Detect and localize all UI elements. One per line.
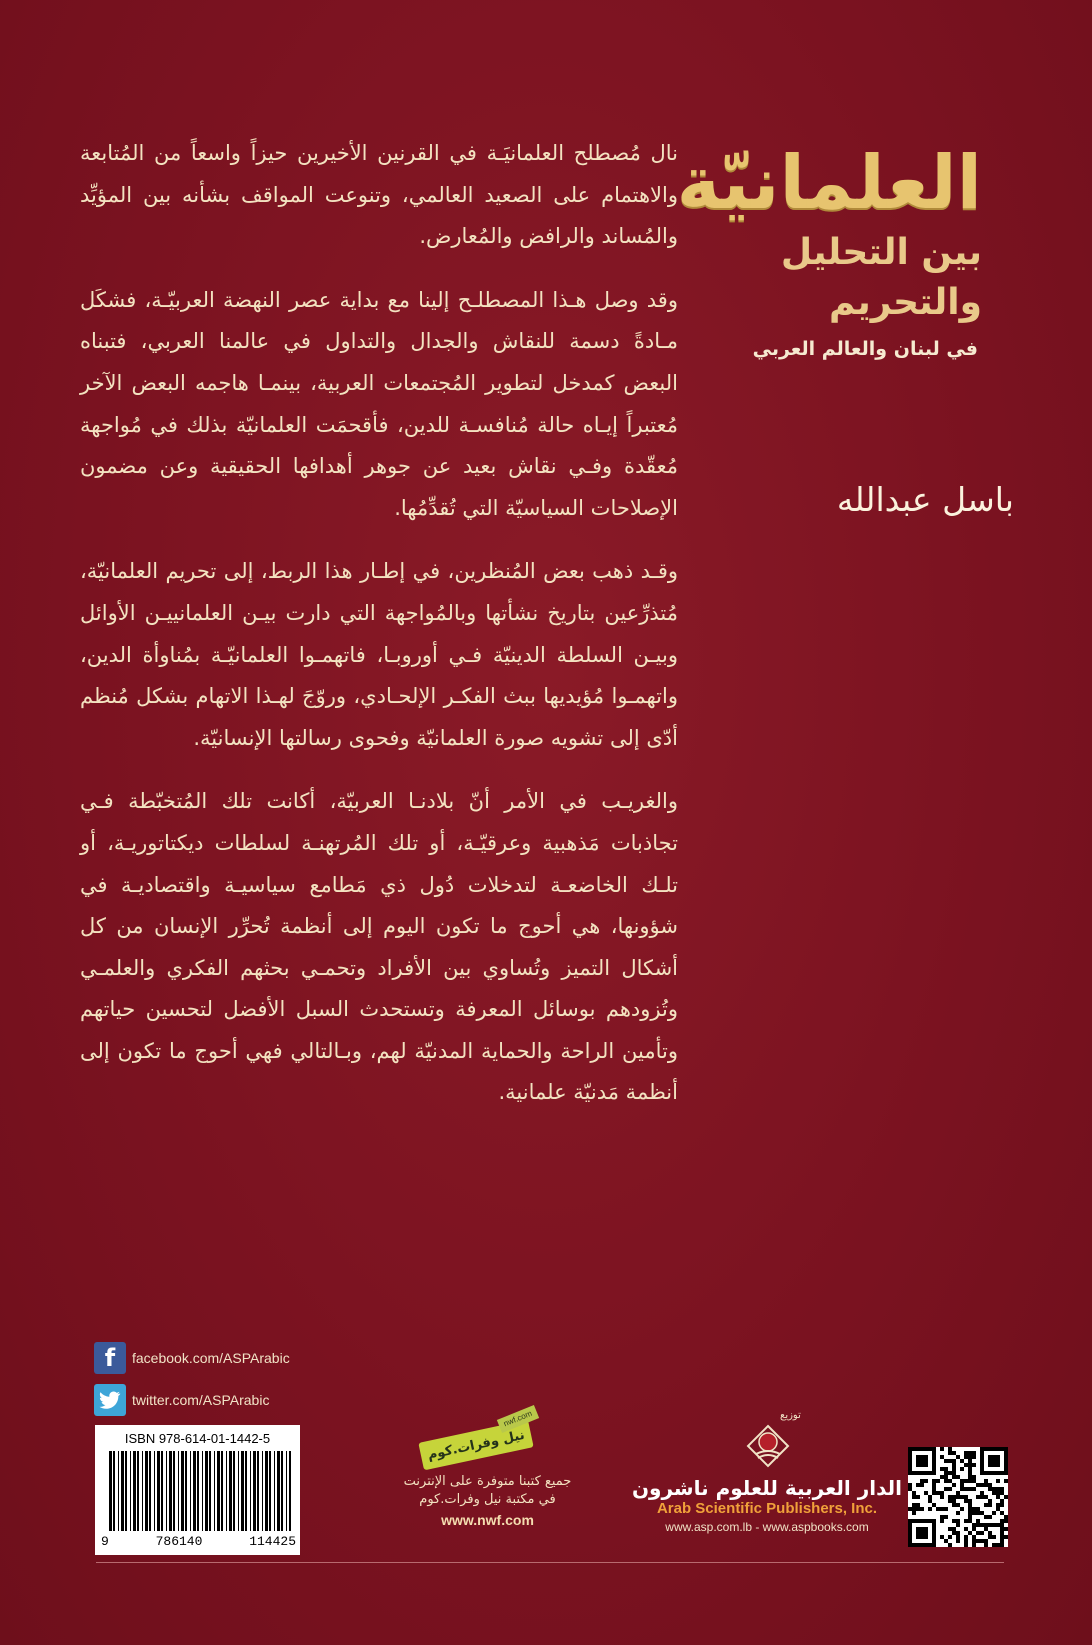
qr-code-icon[interactable] bbox=[908, 1447, 1008, 1547]
publisher-websites[interactable]: www.asp.com.lb - www.aspbooks.com bbox=[665, 1520, 869, 1534]
publisher-name-arabic: الدار العربية للعلوم ناشرون bbox=[631, 1476, 903, 1500]
twitter-link[interactable] bbox=[94, 1383, 269, 1417]
barcode-digit-group: 114425 bbox=[249, 1534, 296, 1549]
nwf-url[interactable]: www.nwf.com bbox=[441, 1512, 534, 1528]
nwf-line: في مكتبة نيل وفرات.كوم bbox=[419, 1492, 556, 1507]
blurb-paragraph: وقد وصل هـذا المصطلـح إلينا مع بداية عصر النهضة العربيّـة، فشكَل مـادةً دسمة للنقاش والجدال والتداول في عالمنا العربي، فتبناه البعض كمدخل لتطوير المُجتمعات العربية، بينمـا هاجمه البعض الآخر مُعتبراً إيـاه حالة مُنافسـة للدين، فأقحمَت العلمانيّة بذلك في مُواجهة مُعقّدة وفـي نقاش بعيد عن جوهر أهدافها الحقيقية وعن مضمون الإصلاحات السياسيّة التي تُقدِّمُها. bbox=[80, 287, 678, 520]
publisher-name-english: Arab Scientific Publishers, Inc. bbox=[656, 1500, 878, 1517]
book-tagline: في لبنان والعالم العربي bbox=[752, 338, 978, 360]
facebook-link[interactable] bbox=[94, 1341, 290, 1375]
blurb-paragraph: نال مُصطلح العلمانيَـة في القرنين الأخيرين حيزاً واسعاً من المُتابعة والاهتمام على الصعيد العالمي، وتنوعت المواقف بشأنه بين المؤيِّد والمُساند والرافض والمُعارض. bbox=[80, 141, 678, 249]
twitter-url: twitter.com/ASPArabic bbox=[132, 1392, 270, 1408]
back-cover-blurb bbox=[80, 133, 678, 1136]
isbn-barcode bbox=[95, 1425, 300, 1555]
book-subtitle: بين التحليل والتحريم bbox=[780, 232, 982, 323]
facebook-icon: f bbox=[94, 1342, 126, 1374]
nwf-line: جميع كتبنا متوفرة على الإنترنت bbox=[403, 1474, 572, 1489]
nwf-tag-icon: nwf.com bbox=[497, 1405, 539, 1433]
blurb-paragraph: وقـد ذهب بعض المُنظرين، في إطـار هذا الربط، إلى تحريم العلمانيّة، مُتذرِّعين بتاريخ نشأتها وبالمُواجهة التي دارت بيـن العلمانييـن الأوائل وبيـن السلطة الدينيّة فـي أوروبـا، فاتهمـوا العلمانيّـة بمُناوأة الدين، واتهمـوا مُؤيديها ببث الفكـر الإلحـادي، وروّجَ لهـذا الاتهام بشكل مُنظم أدّى إلى تشويه صورة العلمانيّة وفحوى رسالتها الإنسانيّة. bbox=[80, 559, 678, 750]
twitter-icon bbox=[94, 1384, 126, 1416]
barcode-digit-group: 786140 bbox=[155, 1534, 203, 1549]
book-title: العلمانيّة bbox=[676, 140, 982, 226]
isbn-label: ISBN 978-614-01-1442-5 bbox=[124, 1431, 271, 1446]
nwf-logo: نيل وفرات.كوم bbox=[418, 1420, 533, 1471]
title-block bbox=[652, 138, 982, 360]
divider bbox=[96, 1562, 1004, 1563]
publisher-emblem-icon bbox=[746, 1424, 790, 1468]
barcode-digits bbox=[101, 1534, 296, 1549]
distribution-label: توزيع bbox=[780, 1410, 801, 1421]
barcode-icon bbox=[109, 1451, 291, 1531]
author-name: باسل عبدالله bbox=[836, 480, 1014, 519]
blurb-paragraph: والغريـب في الأمر أنّ بلادنـا العربيّة، أكانت تلك المُتخبّطة فـي تجاذبات مَذهبية وعرقيّـة، أو تلك المُرتهنـة لسلطات ديكتاتوريـة، أو تلـك الخاضعـة لتدخلات دُول ذي مَطامع سياسيـة واقتصاديـة في شؤونها، هي أحوج ما تكون اليوم إلى أنظمة تُحرِّر الإنسان من كل أشكال التميز وتُساوي بين الأفراد وتحمـي بحثهم الفكري والعلمـي وتُزودهم بوسائل المعرفة وتستحدث السبل الأفضل لتحسين حياتهم وتأمين الراحة والحماية المدنيّة لهم، وبـالتالي فهي أحوج ما تكون إلى أنظمة مَدنيّة علمانية. bbox=[80, 789, 678, 1105]
barcode-digit-group: 9 bbox=[101, 1534, 109, 1549]
facebook-url: facebook.com/ASPArabic bbox=[132, 1350, 290, 1366]
